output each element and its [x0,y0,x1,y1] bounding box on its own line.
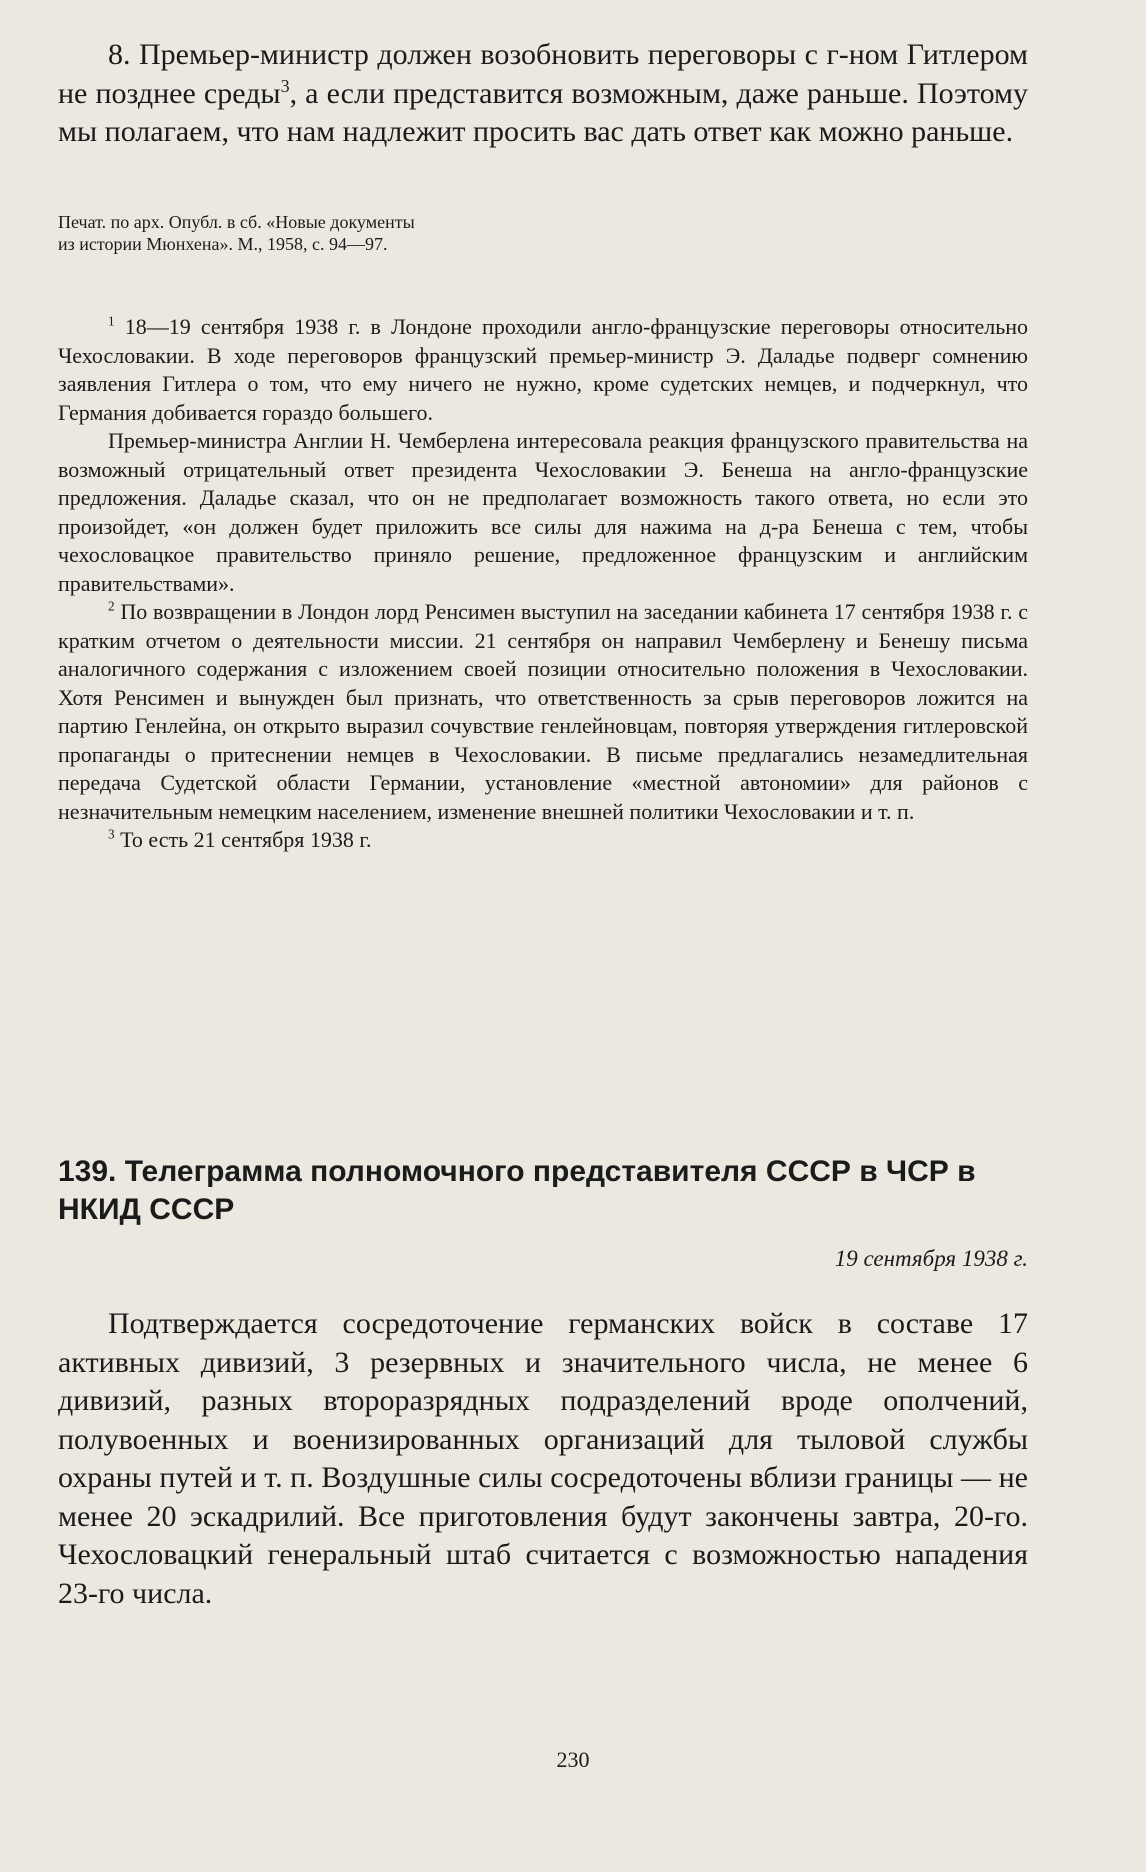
telegram-text: Подтверждается сосредоточение германских войск в составе 17 активных дивизий, 3 резервных и значительного числа, не менее 6 дивизий, разных второразрядных подразделений вроде ополчений, полувоенных и военизированных организаций для тыловой службы охраны путей и т. п. Воздушные силы сосредоточены вблизи границы — не менее 20 эскадрилий. Все приготовления будут закончены завтра, 20-го. Чехословацкий генеральный штаб считается с возможностью нападения 23-го числа. [58,1307,1028,1610]
footnote-marker: 3 [108,826,115,842]
footnote-marker: 1 [108,313,115,329]
footnote-text: По возвращении в Лондон лорд Ренсимен выступил на заседании кабинета 17 сентября 1938 г. с кратким отчетом о деятельности миссии. 21 сентября он направил Чемберлену и Бенешу письма аналогичного содержания с изложением своей позиции относительно положения в Чехословакии. Хотя Ренсимен и вынужден был признать, что ответственность за срыв переговоров ложится на партию Генлейна, он открыто выразил сочувствие генлейновцам, повторяя утверждения гитлеровской пропаганды о притеснении немцев в Чехословакии. В письме предлагались незамедлительная передача Судетской области Германии, установление «местной автономии» для районов с незначительным немецким населением, изменение внешней политики Чехословакии и т. п. [58,599,1029,824]
footnote-3 [58,826,1028,855]
footnotes [58,313,1028,855]
footnote-marker: 2 [108,598,115,614]
footnote-1-continued [58,427,1028,598]
footnote-text: 18—19 сентября 1938 г. в Лондоне проходили англо-французские переговоры относительно Чехословакии. В ходе переговоров французский премьер-министр Э. Даладье подверг сомнению заявления Гитлера о том, что ему ничего не нужно, кроме судетских немцев, и подчеркнул, что Германия добивается гораздо большего. [58,314,1029,425]
footnote-1 [58,313,1028,427]
footnote-text: Премьер-министра Англии Н. Чемберлена интересовала реакция французского правительства на возможный отрицательный ответ президента Чехословакии Э. Бенеша на англо-французские предложения. Даладье сказал, что он не предполагает возможность такого ответа, но если это произойдет, «он должен будет приложить все силы для нажима на д-ра Бенеша с тем, чтобы чехословацкое правительство приняло решение, предложенное французским и английским правительствами». [58,428,1028,596]
paragraph-8-text-b: , а если представится возможным, даже раньше. Поэтому мы полагаем, что нам надлежит просить вас дать ответ как можно раньше. [58,76,1028,148]
paragraph-8 [58,36,1028,152]
paragraph-8-text-a: 8. Премьер-министр должен возобновить переговоры с г-ном Гитлером не позднее среды [58,38,1028,110]
footnote-text: То есть 21 сентября 1938 г. [120,827,372,852]
document-date: 19 сентября 1938 г. [834,1246,1028,1271]
footnote-ref-3: 3 [280,75,290,96]
page-number: 230 [556,1747,590,1772]
document-heading: 139. Телеграмма полномочного представителя СССР в ЧСР в НКИД СССР [58,1155,976,1226]
footnote-2 [58,598,1028,826]
paragraph-8-text [58,36,1028,152]
source-note: Печат. по арх. Опубл. в сб. «Новые документы из истории Мюнхена». М., 1958, с. 94—97. [58,212,415,254]
telegram-body [58,1305,1028,1613]
